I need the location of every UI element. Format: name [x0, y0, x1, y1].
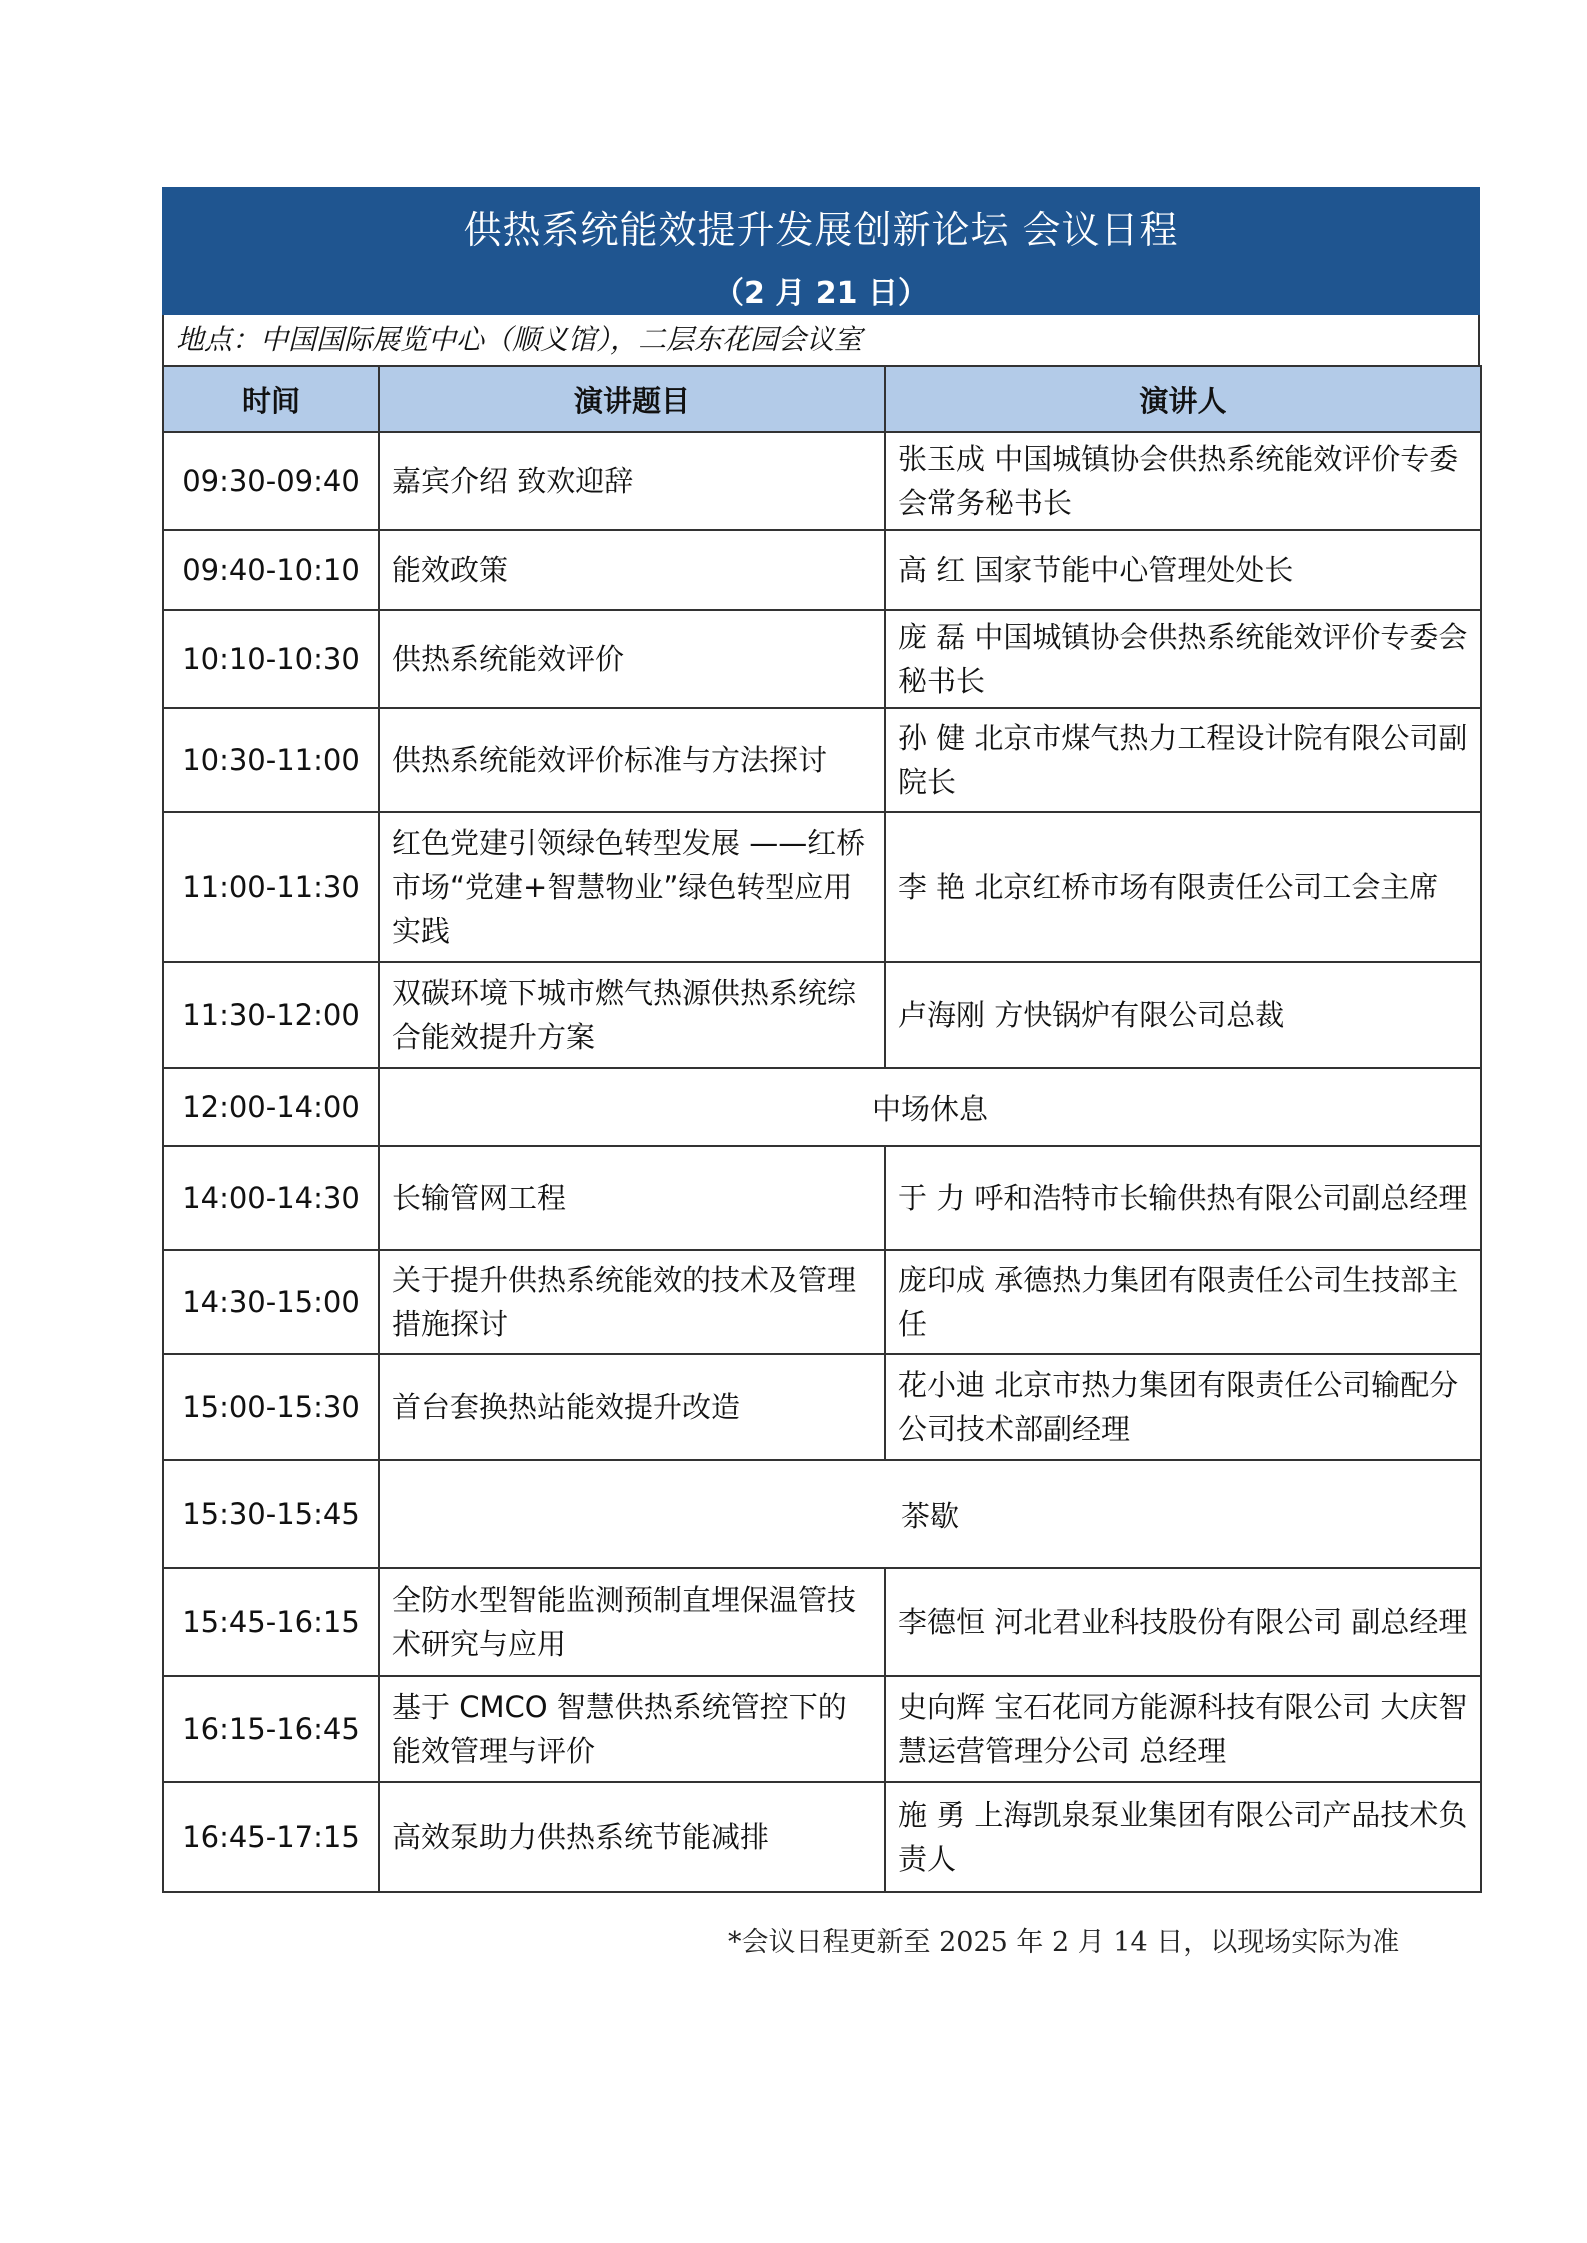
cell-topic: 全防水型智能监测预制直埋保温管技术研究与应用: [379, 1568, 885, 1676]
cell-time: 09:40-10:10: [163, 530, 379, 610]
cell-time: 11:00-11:30: [163, 812, 379, 962]
cell-speaker: 李 艳 北京红桥市场有限责任公司工会主席: [885, 812, 1481, 962]
table-row: [163, 1354, 1481, 1460]
schedule-sheet: [162, 187, 1480, 1893]
date-subtitle: （2 月 21 日）: [714, 276, 928, 311]
cell-topic: 能效政策: [379, 530, 885, 610]
cell-time: 14:00-14:30: [163, 1146, 379, 1250]
schedule-table: [162, 365, 1482, 1893]
cell-time: 12:00-14:00: [163, 1068, 379, 1146]
table-row: [163, 1250, 1481, 1354]
header-time: 时间: [163, 366, 379, 432]
cell-time: 09:30-09:40: [163, 432, 379, 530]
cell-topic: 关于提升供热系统能效的技术及管理措施探讨: [379, 1250, 885, 1354]
cell-time: 14:30-15:00: [163, 1250, 379, 1354]
table-row: [163, 1146, 1481, 1250]
page-title: 供热系统能效提升发展创新论坛 会议日程: [463, 208, 1179, 252]
header-row: [163, 366, 1481, 432]
cell-topic: 双碳环境下城市燃气热源供热系统综合能效提升方案: [379, 962, 885, 1068]
cell-speaker: 史向辉 宝石花同方能源科技有限公司 大庆智慧运营管理分公司 总经理: [885, 1676, 1481, 1782]
cell-topic: 长输管网工程: [379, 1146, 885, 1250]
table-row: [163, 1676, 1481, 1782]
update-footnote: *会议日程更新至 2025 年 2 月 14 日，以现场实际为准: [728, 1927, 1400, 1958]
cell-time: 10:30-11:00: [163, 708, 379, 812]
cell-time: 15:30-15:45: [163, 1460, 379, 1568]
cell-speaker: 施 勇 上海凯泉泵业集团有限公司产品技术负责人: [885, 1782, 1481, 1892]
cell-speaker: 孙 健 北京市煤气热力工程设计院有限公司副院长: [885, 708, 1481, 812]
table-row: [163, 812, 1481, 962]
table-row: [163, 530, 1481, 610]
cell-speaker: 卢海刚 方快锅炉有限公司总裁: [885, 962, 1481, 1068]
title-banner: [162, 187, 1480, 315]
table-row: [163, 1782, 1481, 1892]
table-row: [163, 708, 1481, 812]
cell-topic: 高效泵助力供热系统节能减排: [379, 1782, 885, 1892]
table-row-break: [163, 1068, 1481, 1146]
table-row: [163, 1568, 1481, 1676]
table-row-break: [163, 1460, 1481, 1568]
cell-time: 11:30-12:00: [163, 962, 379, 1068]
header-speaker: 演讲人: [885, 366, 1481, 432]
venue-line: 地点：中国国际展览中心（顺义馆），二层东花园会议室: [162, 315, 1480, 365]
cell-time: 16:45-17:15: [163, 1782, 379, 1892]
cell-time: 10:10-10:30: [163, 610, 379, 708]
cell-topic: 红色党建引领绿色转型发展 ——红桥市场“党建+智慧物业”绿色转型应用实践: [379, 812, 885, 962]
cell-speaker: 庞 磊 中国城镇协会供热系统能效评价专委会秘书长: [885, 610, 1481, 708]
cell-break-label: 茶歇: [379, 1460, 1481, 1568]
cell-speaker: 高 红 国家节能中心管理处处长: [885, 530, 1481, 610]
table-row: [163, 610, 1481, 708]
cell-topic: 首台套换热站能效提升改造: [379, 1354, 885, 1460]
cell-speaker: 于 力 呼和浩特市长输供热有限公司副总经理: [885, 1146, 1481, 1250]
cell-topic: 嘉宾介绍 致欢迎辞: [379, 432, 885, 530]
cell-speaker: 花小迪 北京市热力集团有限责任公司输配分公司技术部副经理: [885, 1354, 1481, 1460]
table-row: [163, 962, 1481, 1068]
cell-time: 16:15-16:45: [163, 1676, 379, 1782]
cell-speaker: 张玉成 中国城镇协会供热系统能效评价专委会常务秘书长: [885, 432, 1481, 530]
cell-topic: 供热系统能效评价标准与方法探讨: [379, 708, 885, 812]
cell-time: 15:00-15:30: [163, 1354, 379, 1460]
cell-topic: 供热系统能效评价: [379, 610, 885, 708]
cell-time: 15:45-16:15: [163, 1568, 379, 1676]
cell-topic: 基于 CMCO 智慧供热系统管控下的能效管理与评价: [379, 1676, 885, 1782]
table-row: [163, 432, 1481, 530]
cell-speaker: 李德恒 河北君业科技股份有限公司 副总经理: [885, 1568, 1481, 1676]
cell-break-label: 中场休息: [379, 1068, 1481, 1146]
cell-speaker: 庞印成 承德热力集团有限责任公司生技部主任: [885, 1250, 1481, 1354]
header-topic: 演讲题目: [379, 366, 885, 432]
